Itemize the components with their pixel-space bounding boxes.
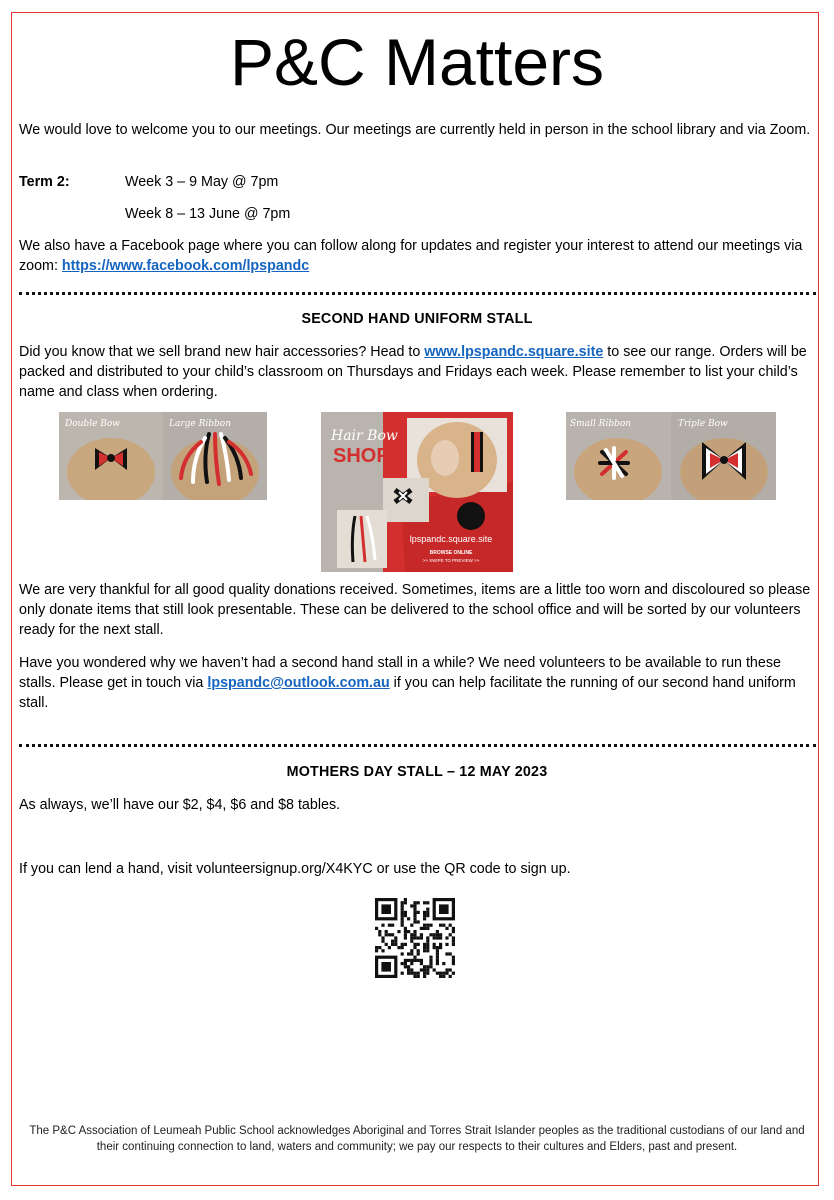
shop-script-text: Hair Bow (331, 428, 398, 444)
volunteers-text: Have you wondered why we haven’t had a second hand stall in a while? We need volunteers to be available to run these stalls. Please get in touch via (19, 655, 781, 691)
photo-label-triple-bow: Triple Bow (678, 419, 728, 429)
photo-label-small-ribbon: Small Ribbon (570, 419, 632, 429)
meeting-date-2: Week 8 – 13 June @ 7pm (125, 206, 291, 222)
section-divider-2 (19, 744, 816, 747)
facebook-link[interactable]: https://www.facebook.com/lpspandc (61, 258, 310, 274)
facebook-paragraph (19, 236, 819, 276)
tables-paragraph: As always, we’ll have our $2, $4, $6 and $8 tables. (19, 797, 341, 813)
acknowledgement-footer: The P&C Association of Leumeah Public School acknowledges Aboriginal and Torres Strait Islander peoples as the traditional custodians of our land and their continuing connection to land, waters and community; we pay our respects to their cultures and Elders, past and present. (29, 1125, 805, 1153)
term-label: Term 2: (19, 174, 70, 190)
facebook-text: We also have a Facebook page where you can follow along for updates and register your interest to attend our meetings via zoom: (19, 238, 803, 274)
square-site-link[interactable]: www.lpspandc.square.site (424, 344, 604, 360)
volunteers-paragraph (19, 653, 819, 713)
hair-accessories-text-2: to see our range. Orders will be packed and distributed to your child’s classroom on Thursdays and Fridays each week. Please remember to list your child’s name and class when ordering. (19, 344, 807, 400)
email-link[interactable]: lpspandc@outlook.com.au (207, 675, 390, 691)
uniform-stall-heading: SECOND HAND UNIFORM STALL (301, 311, 533, 327)
section-divider (19, 292, 816, 295)
mothers-day-heading: MOTHERS DAY STALL – 12 MAY 2023 (286, 764, 548, 780)
hair-bow-photo-1 (59, 412, 267, 500)
signup-paragraph: If you can lend a hand, visit volunteersignup.org/X4KYC or use the QR code to sign up. (19, 861, 571, 877)
hair-accessories-paragraph (19, 342, 819, 402)
hair-bow-photo-3 (566, 412, 776, 500)
intro-paragraph: We would love to welcome you to our meetings. Our meetings are currently held in person in the school library and via Zoom. (19, 122, 811, 138)
photo-label-large-ribbon: Large Ribbon (169, 419, 231, 429)
hair-accessories-text: Did you know that we sell brand new hair accessories? Head to (19, 344, 425, 360)
shop-word: SHOP (333, 445, 390, 467)
shop-swipe-text: >> SWIPE TO PREVIEW >> (422, 558, 480, 563)
shop-browse-text: BROWSE ONLINE (429, 550, 473, 556)
meeting-date-1: Week 3 – 9 May @ 7pm (125, 174, 279, 190)
volunteers-text-2: if you can help facilitate the running of our second hand uniform stall. (19, 675, 796, 711)
shop-site-text: lpspandc.square.site (409, 534, 493, 544)
donations-paragraph: We are very thankful for all good quality donations received. Sometimes, items are a little too worn and discoloured so please only donate items that still look presentable. These can be delivered to the school office and will be sorted by our volunteers ready for the next stall. (19, 582, 811, 638)
hair-bow-shop-flyer (321, 412, 513, 572)
page-title: P&C Matters (229, 25, 605, 99)
qr-code[interactable] (372, 895, 458, 981)
photo-label-double-bow: Double Bow (65, 419, 120, 429)
